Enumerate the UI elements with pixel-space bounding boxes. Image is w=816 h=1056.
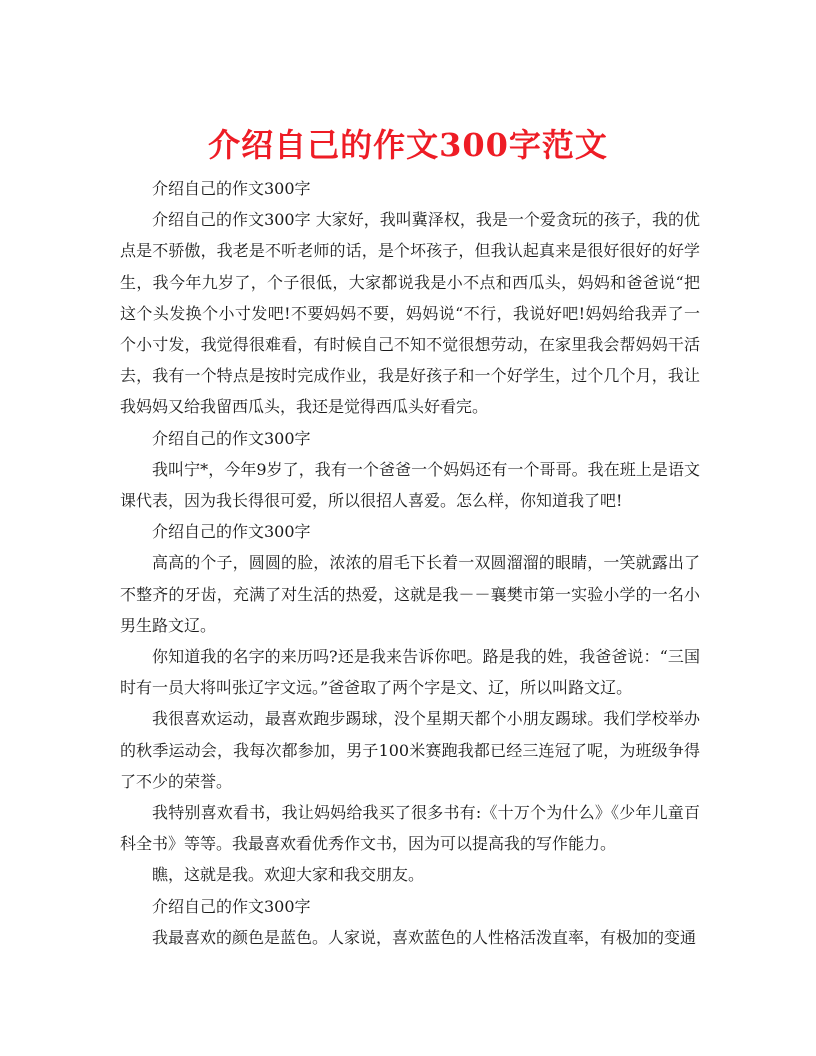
paragraph-8: 我很喜欢运动，最喜欢跑步踢球，没个星期天都个小朋友踢球。我们学校举办的秋季运动会，我每次都参加，男子100米赛跑我都已经三连冠了呢，为班级争得了不少的荣誉。 — [120, 709, 700, 791]
paragraph-3: 介绍自己的作文300字 — [152, 428, 311, 448]
paragraph-11: 介绍自己的作文300字 — [152, 896, 311, 916]
paragraph-2: 介绍自己的作文300字 大家好，我叫冀泽权，我是一个爱贪玩的孩子，我的优点是不骄傲，我老是不听老师的话，是个坏孩子，但我认起真来是很好很好的好学生，我今年九岁了，个子很低，大家都说我是小不点和西瓜头，妈妈和爸爸说“把这个头发换个小寸发吧!不要妈妈不要，妈妈说“不行，我说好吧!妈妈给我弄了一个小寸发，我觉得很难看，有时候自己不知不觉很想劳动，在家里我会帮妈妈干活去，我有一个特点是按时完成作业，我是好孩子和一个好学生，过个几个月，我让我妈妈又给我留西瓜头，我还是觉得西瓜头好看完。 — [120, 210, 700, 417]
paragraph-10: 瞧，这就是我。欢迎大家和我交朋友。 — [152, 865, 425, 885]
document-body — [120, 173, 700, 953]
document-title: 介绍自己的作文300字范文 — [208, 126, 608, 165]
paragraph-6: 高高的个子，圆圆的脸，浓浓的眉毛下长着一双圆溜溜的眼睛，一笑就露出了不整齐的牙齿，充满了对生活的热爱，这就是我－－襄樊市第一实验小学的一名小男生路文辽。 — [120, 553, 700, 635]
paragraph-12: 我最喜欢的颜色是蓝色。人家说，喜欢蓝色的人性格活泼直率，有极加的变通 — [152, 927, 697, 947]
paragraph-4: 我叫宁*，今年9岁了，我有一个爸爸一个妈妈还有一个哥哥。我在班上是语文课代表，因为我长得很可爱，所以很招人喜爱。怎么样，你知道我了吧! — [120, 459, 700, 511]
paragraph-9: 我特别喜欢看书，我让妈妈给我买了很多书有:《十万个为什么》《少年儿童百科全书》等等。我最喜欢看优秀作文书，因为可以提高我的写作能力。 — [120, 803, 700, 854]
paragraph-5: 介绍自己的作文300字 — [152, 522, 311, 542]
paragraph-7: 你知道我的名字的来历吗?还是我来告诉你吧。路是我的姓，我爸爸说：“三国时有一员大将叫张辽字文远。”爸爸取了两个字是文、辽，所以叫路文辽。 — [120, 647, 700, 698]
paragraph-1: 介绍自己的作文300字 — [152, 179, 311, 198]
